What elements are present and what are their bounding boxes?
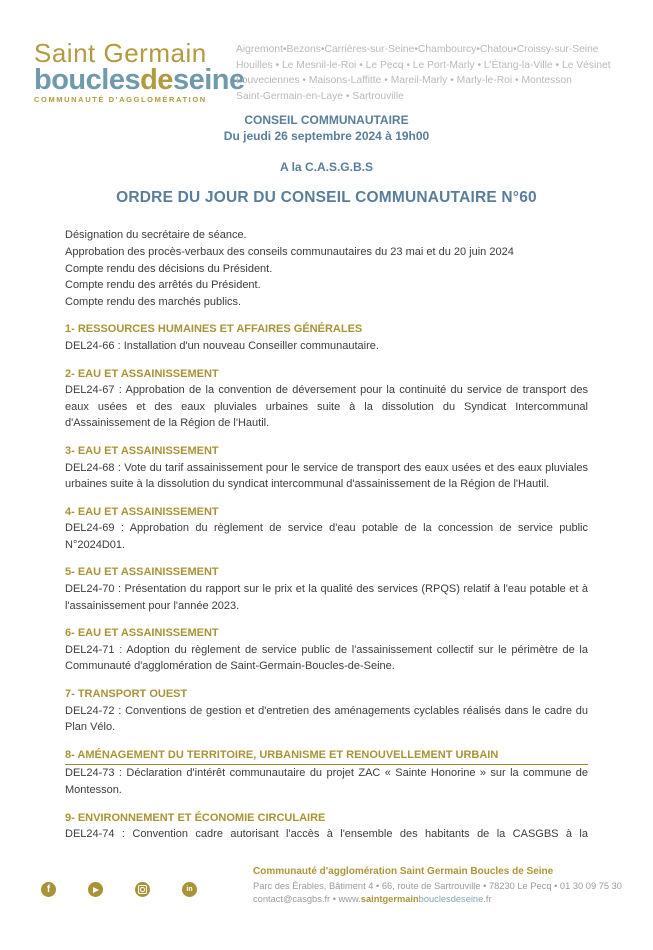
section-body: DEL24-72 : Conventions de gestion et d'entretien des aménagements cyclables réalisés dans le cadre du Plan Vélo. xyxy=(65,704,588,734)
section-body: DEL24-68 : Vote du tarif assainissement pour le service de transport des eaux usées et des eaux pluviales urbaines suite à la dissolution du syndicat intercommunal d'assainissement de la Région de l'Hautil. xyxy=(65,461,588,491)
instagram-icon[interactable] xyxy=(135,882,150,897)
agenda-section-9 xyxy=(65,810,588,843)
section-body: DEL24-69 : Approbation du règlement de service d'eau potable de la concession de service public N°2024D01. xyxy=(65,522,588,551)
logo-title: Saint Germain xyxy=(34,38,207,68)
section-body: DEL24-67 : Approbation de la convention de déversement pour la continuité du service de transport des eaux usées et des eaux pluviales urbaines suite à la dissolution du Syndicat Intercommunal d'Assainissement de la Région de l'Hautil. xyxy=(65,384,588,430)
section-body: DEL24-71 : Adoption du règlement de service public de l'assainissement collectif sur le périmètre de la Communauté d'agglomération de Saint-Germain-Boucles-de-Seine. xyxy=(65,643,588,673)
logo-brand xyxy=(34,64,245,96)
section-heading: 3- EAU ET ASSAINISSEMENT xyxy=(65,444,219,457)
section-body: DEL24-74 : Convention cadre autorisant l'accès à l'ensemble des habitants de la CASGBS à la xyxy=(65,828,588,841)
agenda-section-7 xyxy=(65,686,588,736)
website-prefix: www. xyxy=(338,893,361,904)
communes-line: Houilles • Le Mesnil-le-Roi • Le Pecq • Le Port-Marly • L'Étang-la-Ville • Le Vésinet xyxy=(236,59,611,71)
intro-line: Désignation du secrétaire de séance. xyxy=(65,229,247,242)
play-glyph xyxy=(93,887,99,893)
instagram-glyph xyxy=(138,885,147,894)
section-heading: 9- ENVIRONNEMENT ET ÉCONOMIE CIRCULAIRE xyxy=(65,811,326,824)
communes-line: Louveciennes • Maisons-Laffitte • Mareil-Marly • Marly-le-Roi • Montesson xyxy=(236,75,572,87)
social-links xyxy=(0,860,253,905)
section-body: DEL24-70 : Présentation du rapport sur le prix et la qualité des services (RPQS) relatif à l'eau potable et à l'assainissement pour l'année 2023. xyxy=(65,583,588,612)
intro-line: Compte rendu des marchés publics. xyxy=(65,295,242,308)
footer-website[interactable] xyxy=(339,894,492,904)
section-heading: 5- EAU ET ASSAINISSEMENT xyxy=(65,566,219,579)
facebook-glyph: f xyxy=(46,883,51,895)
agenda-title: ORDRE DU JOUR DU CONSEIL COMMUNAUTAIRE N°60 xyxy=(116,189,537,207)
communes-line: Aigremont•Bezons•Carrières-sur-Seine•Chambourcy•Chatou•Croissy-sur-Seine xyxy=(236,44,599,55)
page-footer xyxy=(0,860,653,905)
footer-organization: Communauté d'agglomération Saint Germain Boucles de Seine xyxy=(253,866,554,877)
section-heading: 1- RESSOURCES HUMAINES ET AFFAIRES GÉNÉRALES xyxy=(65,323,363,336)
linkedin-glyph: in xyxy=(186,886,193,893)
logo-subtitle: COMMUNAUTÉ D'AGGLOMÉRATION xyxy=(34,95,207,104)
agenda-section-6 xyxy=(65,625,588,675)
section-body: DEL24-73 : Déclaration d'intérêt communautaire du projet ZAC « Sainte Honorine » sur la commune de Montesson. xyxy=(65,767,588,796)
footer-contact-line xyxy=(253,893,635,906)
intro-block xyxy=(65,227,588,310)
linkedin-icon[interactable] xyxy=(182,882,197,897)
agenda-section-1 xyxy=(65,321,588,354)
agenda-section-3 xyxy=(65,443,588,493)
logo-brand-part3: seine xyxy=(172,64,245,96)
website-part1: saintgermain xyxy=(360,893,419,904)
website-suffix: .fr xyxy=(483,893,492,904)
intro-line: Compte rendu des décisions du Président. xyxy=(65,262,273,275)
section-heading: 8- AMÉNAGEMENT DU TERRITOIRE, URBANISME ET RENOUVELLEMENT URBAIN xyxy=(65,747,588,766)
facebook-icon[interactable] xyxy=(41,882,56,897)
section-heading: 2- EAU ET ASSAINISSEMENT xyxy=(65,367,219,380)
communes-line: Saint-Germain-en-Laye • Sartrouville xyxy=(236,90,404,102)
footer-info xyxy=(253,860,653,905)
page-header xyxy=(0,0,653,104)
council-title: CONSEIL COMMUNAUTAIRE xyxy=(244,113,409,128)
agglomeration-logo xyxy=(34,38,245,104)
agenda-section-4 xyxy=(65,504,588,554)
title-block xyxy=(0,113,653,207)
section-heading: 4- EAU ET ASSAINISSEMENT xyxy=(65,505,219,518)
intro-line: Approbation des procès-verbaux des conseils communautaires du 23 mai et du 20 juin 2024 xyxy=(65,245,514,258)
agenda-section-8 xyxy=(65,747,588,799)
agenda-content xyxy=(65,227,588,842)
website-part2: bouclesdeseine xyxy=(418,893,484,904)
section-heading: 7- TRANSPORT OUEST xyxy=(65,688,188,701)
communes-list xyxy=(236,42,643,104)
logo-brand-part2: de xyxy=(140,64,173,96)
section-heading: 6- EAU ET ASSAINISSEMENT xyxy=(65,627,219,640)
footer-email[interactable]: contact@casgbs.fr xyxy=(253,893,331,904)
footer-separator: • xyxy=(330,893,339,904)
logo-brand-part1: boucles xyxy=(34,64,141,96)
footer-address: Parc des Érables, Bâtiment 4 • 66, route de Sartrouville • 78230 Le Pecq • 01 30 09 75 30 xyxy=(253,881,622,891)
youtube-icon[interactable] xyxy=(88,882,103,897)
section-body: DEL24-66 : Installation d'un nouveau Conseiller communautaire. xyxy=(65,339,379,352)
session-place: A la C.A.S.G.B.S xyxy=(280,160,373,175)
agenda-section-5 xyxy=(65,564,588,614)
agenda-section-2 xyxy=(65,366,588,432)
intro-line: Compte rendu des arrêtés du Président. xyxy=(65,279,261,292)
session-date: Du jeudi 26 septembre 2024 à 19h00 xyxy=(223,129,430,144)
